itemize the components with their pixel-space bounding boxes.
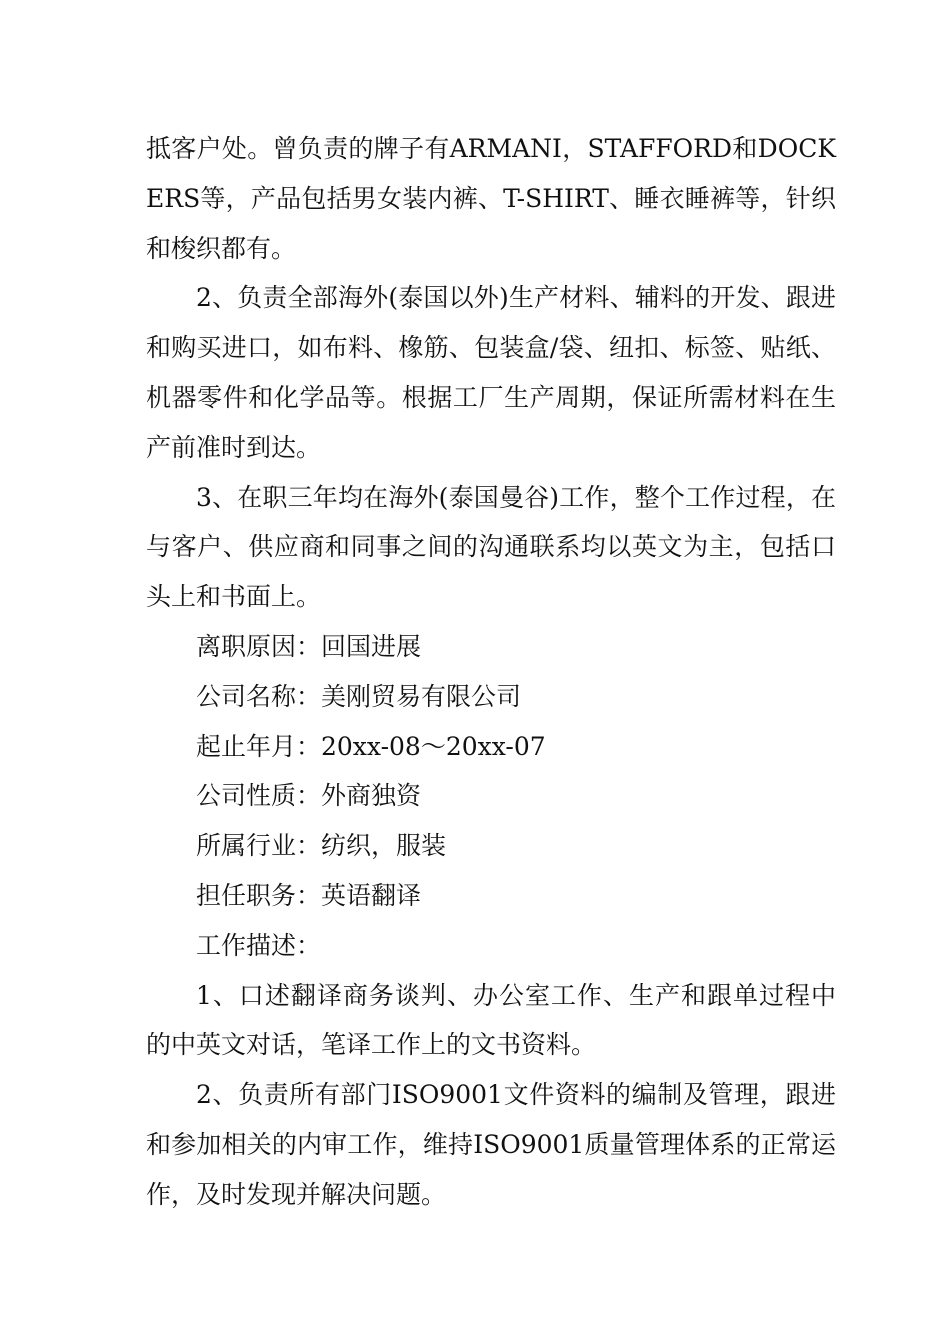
- field-industry: 所属行业：纺织，服装: [196, 831, 447, 861]
- field-leave-reason: 离职原因：回国进展: [196, 631, 422, 661]
- paragraph-duty-3-overseas: 3、在职三年均在海外(泰国曼谷)工作，整个工作过程，在与客户、供应商和同事之间的沟通联系均以英文为主，包括口头上和书面上。: [146, 482, 836, 612]
- paragraph-duty-2-iso9001: 2、负责所有部门ISO9001文件资料的编制及管理，跟进和参加相关的内审工作，维持ISO9001质量管理体系的正常运作，及时发现并解决问题。: [146, 1080, 836, 1209]
- field-company-type: 公司性质：外商独资: [196, 781, 422, 811]
- field-company-name: 公司名称：美刚贸易有限公司: [196, 681, 522, 711]
- field-job-description-heading: 工作描述：: [196, 930, 322, 960]
- paragraph-duty-1-translation: 1、口述翻译商务谈判、办公室工作、生产和跟单过程中的中英文对话，笔译工作上的文书资料。: [146, 980, 836, 1060]
- field-date-range: 起止年月：20xx-08～20xx-07: [196, 731, 546, 761]
- field-position: 担任职务：英语翻译: [196, 880, 422, 910]
- paragraph-duty-2-materials: 2、负责全部海外(泰国以外)生产材料、辅料的开发、跟进和购买进口，如布料、橡筋、包装盒/袋、纽扣、标签、贴纸、机器零件和化学品等。根据工厂生产周期，保证所需材料在生产前准时到达。: [146, 283, 836, 462]
- document-body: [146, 124, 836, 1220]
- paragraph-continued-brands: 抵客户处。曾负责的牌子有ARMANI，STAFFORD和DOCKERS等，产品包括男女装内裤、T-SHIRT、睡衣睡裤等，针织和梭织都有。: [146, 134, 836, 263]
